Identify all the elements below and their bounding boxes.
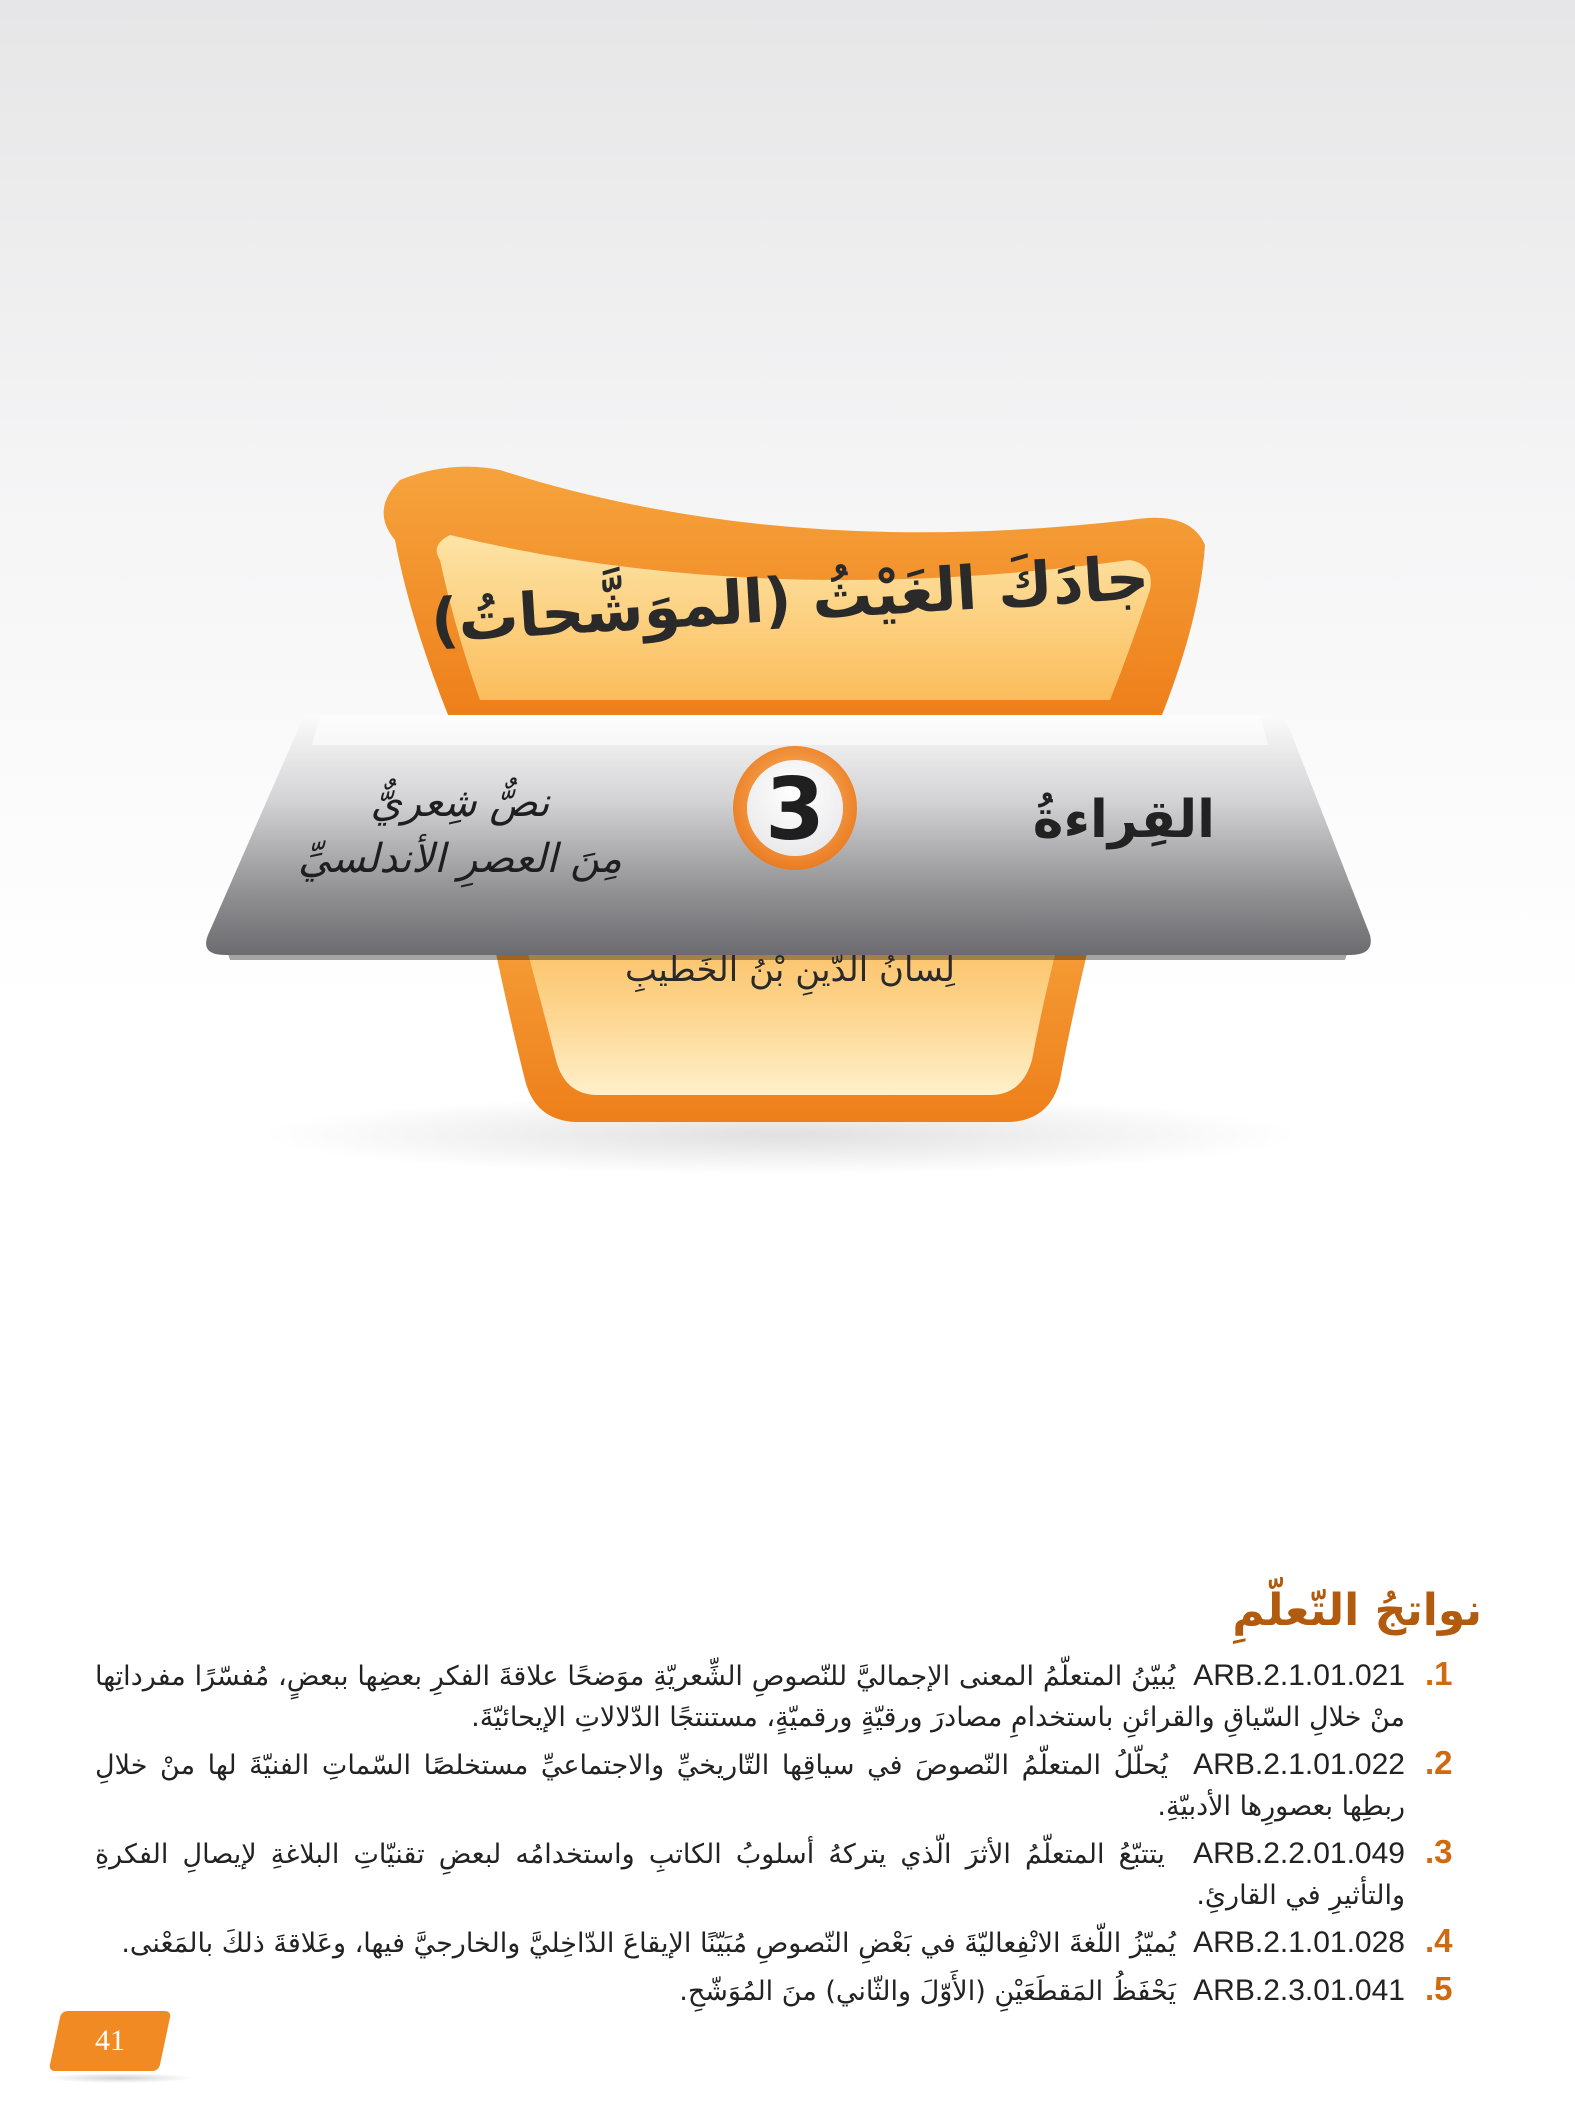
outcome-text: يُميّزُ اللّغةَ الانْفِعاليّةَ في بَعْضِ النّصوصِ مُبَيّنًا الإيقاعَ الدّاخِليَّ والخارجيَّ فيها، وعَلاقةَ ذلكَ بالمَعْنى.	[121, 1928, 1176, 1959]
page-tab-shadow	[45, 2073, 195, 2083]
text-genre	[290, 775, 630, 887]
outcome-code: ARB.2.1.01.021	[1193, 1659, 1406, 1692]
outcome-code: ARB.2.2.01.049	[1193, 1837, 1405, 1870]
genre-line-2: مِنَ العصرِ الأندلسيِّ	[298, 836, 622, 882]
outcome-number: .3	[1425, 1833, 1453, 1870]
outcome-code: ARB.2.3.01.041	[1193, 1974, 1405, 2007]
outcome-number: .2	[1425, 1744, 1453, 1781]
outcome-text: يتتبّعُ المتعلّمُ الأثرَ الّذي يتركهُ أسلوبُ الكاتبِ واستخدامُه لبعضِ تقنيّاتِ البلاغةِ لإيصالِ الفكرةِ والتأثيرِ في القارئِ.	[95, 1839, 1405, 1911]
author-name: لِسانُ الدّينِ بْنُ الخَطيبِ	[624, 950, 956, 990]
learning-outcomes-list	[95, 1655, 1485, 2018]
outcome-text: يَحْفَظُ المَقطَعَيْنِ (الأَوّلَ والثّاني) منَ المُوَشّحِ.	[679, 1976, 1176, 2007]
outcome-text-block	[95, 1922, 1405, 1964]
page-number: 41	[95, 2024, 125, 2057]
outcome-item	[95, 1744, 1485, 1827]
lesson-title: جادَكَ الغَيْثُ (الموَشَّحاتُ)	[428, 543, 1152, 657]
outcome-number: .5	[1425, 1970, 1453, 2007]
learning-outcomes-heading: نواتجُ التّعلّمِ	[1232, 1585, 1482, 1636]
outcome-text-block	[95, 1833, 1405, 1916]
outcome-text: يُحلّلُ المتعلّمُ النّصوصَ في سياقِها التّاريخيِّ والاجتماعيِّ مستخلصًا السّماتِ الفنيّةَ لها منْ خلالِ ربطِها بعصورِها الأدبيّةِ.	[95, 1750, 1405, 1822]
unit-number: 3	[765, 760, 825, 860]
outcome-text-block	[95, 1655, 1405, 1738]
outcome-item	[95, 1655, 1485, 1738]
outcome-item	[95, 1970, 1485, 2012]
outcome-code: ARB.2.1.01.028	[1193, 1926, 1405, 1959]
outcome-number: .1	[1425, 1655, 1453, 1692]
outcome-text-block	[95, 1970, 1405, 2012]
genre-line-1: نصٌّ شِعريٌّ	[370, 780, 550, 826]
outcome-text: يُبيّنُ المتعلّمُ المعنى الإجماليَّ للنّصوصِ الشِّعريّةِ موَضحًا علاقةَ الفكرِ بعضِها ببعضٍ، مُفسّرًا مفرداتِها منْ خلالِ السّياقِ والقرائنِ باستخدامِ مصادرَ ورقيّةٍ ورقميّةٍ، مستنتجًا الدّلالاتِ الإيحائيّةَ.	[95, 1661, 1405, 1733]
outcome-number: .4	[1425, 1922, 1453, 1959]
outcome-text-block	[95, 1744, 1405, 1827]
outcome-item	[95, 1833, 1485, 1916]
unit-label: القِراءةُ	[1032, 790, 1215, 850]
outcome-item	[95, 1922, 1485, 1964]
outcome-code: ARB.2.1.01.022	[1193, 1748, 1405, 1781]
